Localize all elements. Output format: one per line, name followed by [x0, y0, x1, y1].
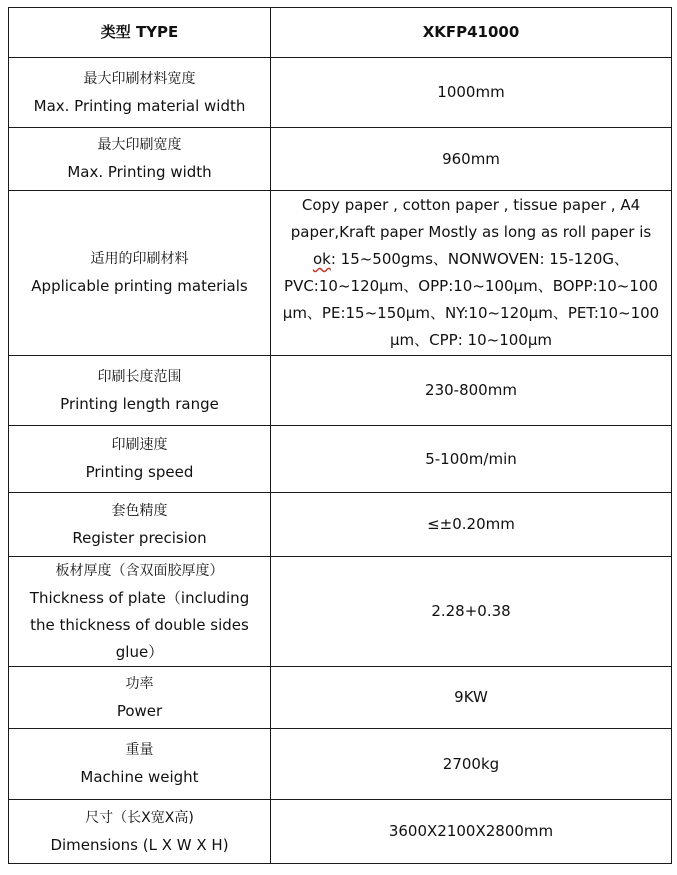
spec-value: 2.28+0.38: [271, 557, 672, 667]
table-row: [9, 729, 672, 800]
spec-value-materials: [271, 191, 672, 356]
spec-label-cn: 套色精度: [111, 502, 168, 519]
spec-label-en: glue）: [115, 642, 164, 661]
spec-label-en: Max. Printing material width: [33, 96, 246, 115]
materials-line-rest: : 15~500gms、NONWOVEN: 15-120G、: [330, 250, 630, 268]
spec-label: [9, 191, 271, 356]
table-row: [9, 667, 672, 729]
materials-line: [277, 246, 665, 273]
materials-line: μm、CPP: 10~100μm: [390, 331, 552, 349]
materials-line: paper,Kraft paper Mostly as long as roll paper is: [290, 223, 652, 241]
spec-label: [9, 128, 271, 191]
spec-label-en: Printing length range: [60, 394, 219, 413]
spec-label-cn: 板材厚度（含双面胶厚度）: [55, 562, 224, 579]
spec-value: 1000mm: [271, 58, 672, 128]
spec-value: 230-800mm: [271, 356, 672, 426]
spec-label: [9, 493, 271, 557]
table-row: [9, 800, 672, 864]
model-name: XKFP41000: [271, 8, 672, 58]
spec-value: 5-100m/min: [271, 426, 672, 493]
spec-label: [9, 356, 271, 426]
spec-label: [9, 800, 271, 864]
table-row: [9, 128, 672, 191]
materials-line: Copy paper , cotton paper , tissue paper , A4: [301, 196, 641, 214]
table-row: [9, 493, 672, 557]
spec-label-cn: 尺寸（长X宽X高): [85, 809, 194, 826]
spec-label: [9, 557, 271, 667]
spec-label: [9, 426, 271, 493]
spec-label-en: Printing speed: [85, 463, 194, 481]
spec-label: [9, 58, 271, 128]
spec-label-cn: 最大印刷材料宽度: [83, 70, 196, 87]
table-row: [9, 426, 672, 493]
spec-label-cn: 适用的印刷材料: [90, 251, 189, 267]
materials-line: PVC:10~120μm、OPP:10~100μm、BOPP:10~100: [284, 277, 658, 295]
spec-label-en: Dimensions (L X W X H): [50, 835, 229, 854]
spec-value: 9KW: [271, 667, 672, 729]
spec-label-en: Max. Printing width: [67, 163, 212, 181]
spec-label-cn: 最大印刷宽度: [97, 137, 182, 153]
table-row: [9, 58, 672, 128]
table-row: [9, 356, 672, 426]
spec-value: ≤±0.20mm: [271, 493, 672, 557]
spec-label-en: Applicable printing materials: [31, 277, 248, 295]
spec-label-en: Power: [116, 701, 163, 720]
spec-label-en: the thickness of double sides: [30, 615, 249, 634]
spec-label: [9, 667, 271, 729]
spec-value: 960mm: [271, 128, 672, 191]
spec-value: 3600X2100X2800mm: [271, 800, 672, 864]
spec-value: 2700kg: [271, 729, 672, 800]
spec-label-en: Thickness of plate（including: [29, 588, 250, 607]
spec-label-cn: 印刷速度: [111, 437, 168, 453]
table-row: [9, 191, 672, 356]
spec-table: [8, 7, 672, 864]
spec-label-en: Machine weight: [80, 768, 199, 786]
materials-line: μm、PE:15~150μm、NY:10~120μm、PET:10~100: [282, 304, 660, 322]
materials-ok-word: ok: [312, 250, 331, 268]
spec-label-cn: 功率: [125, 675, 154, 692]
table-row: [9, 557, 672, 667]
type-label: 类型 TYPE: [9, 8, 271, 58]
spec-label-en: Register precision: [72, 528, 207, 547]
spec-label: [9, 729, 271, 800]
header-row: [9, 8, 672, 58]
spec-label-cn: 印刷长度范围: [97, 368, 182, 385]
spec-label-cn: 重量: [125, 742, 154, 758]
